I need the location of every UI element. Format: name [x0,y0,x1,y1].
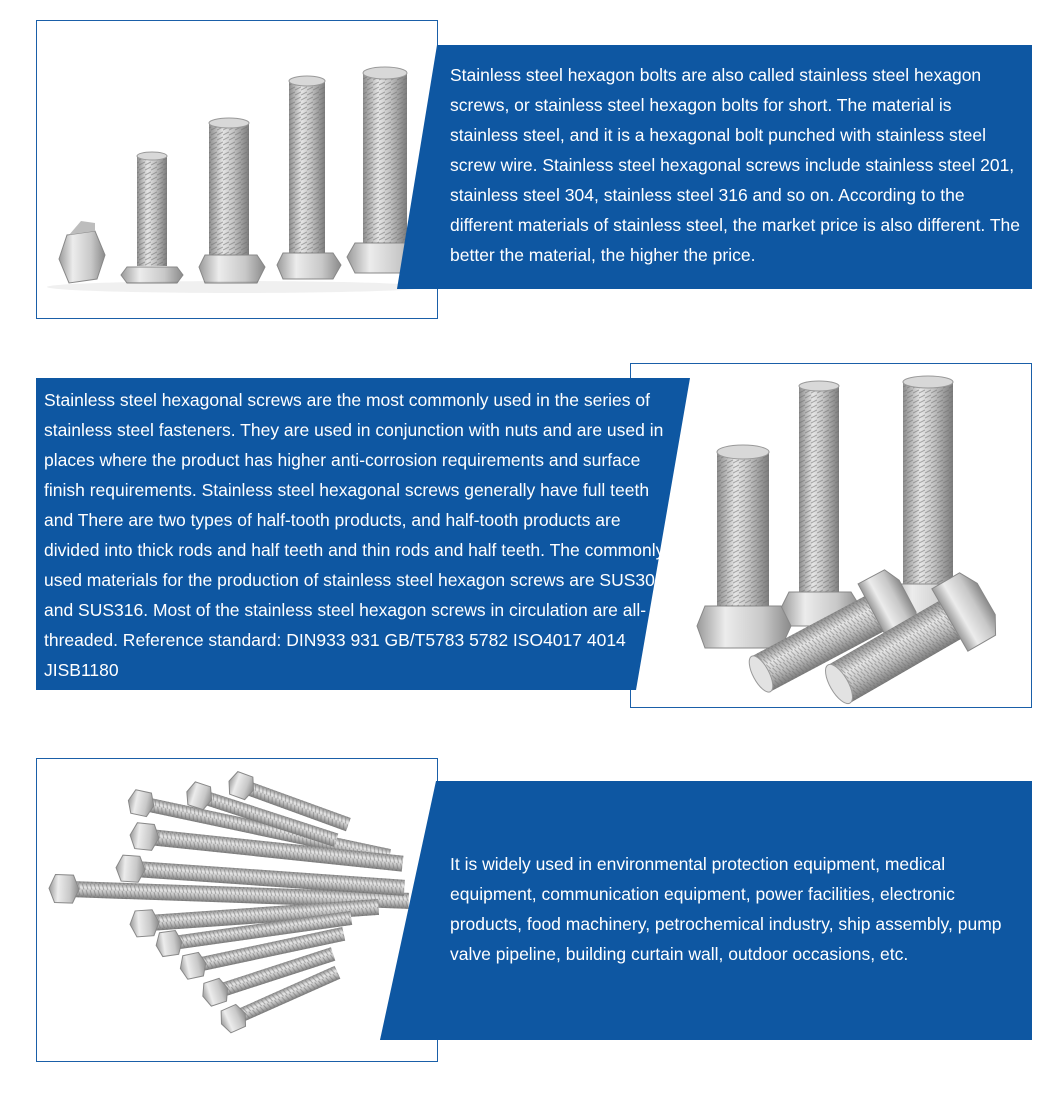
description-text-1: Stainless steel hexagon bolts are also called stainless steel hexagon screws, or stainless steel hexagon bolts for short. The material is stainless steel, and it is a hexagonal bolt punched with stainless steel screw wire. Stainless steel hexagonal screws include stainless steel 201, stainless steel 304, stainless steel 316 and so on. According to the different materials of stainless steel, the market price is also different. The better the material, the higher the price. [450,65,1020,265]
bolt-fan-image [37,759,437,1061]
bolt-group-image [631,364,1031,707]
bolt-image-frame-3 [36,758,438,1062]
description-text-3: It is widely used in environmental protection equipment, medical equipment, communication equipment, power facilities, electronic products, food machinery, petrochemical industry, ship assembly, pump valve pipeline, building curtain wall, outdoor occasions, etc. [450,854,1002,964]
description-text-2: Stainless steel hexagonal screws are the most commonly used in the series of stainless steel fasteners. They are used in conjunction with nuts and are used in places where the product has higher anti-corrosion requirements and surface finish requirements. Stainless steel hexagonal screws generally have full teeth and There are two types of half-tooth products, and half-tooth products are divided into thick rods and half teeth and thin rods and half teeth. The commonly used materials for the production of stainless steel hexagon screws are SUS304 and SUS316. Most of the stainless steel hexagon screws in circulation are all-threaded. Reference standard: DIN933 931 GB/T5783 5782 ISO4017 4014 JISB1180 [44,390,665,680]
bolt-row-image [37,21,437,318]
bolt-image-frame-1 [36,20,438,319]
bolt-image-frame-2 [630,363,1032,708]
